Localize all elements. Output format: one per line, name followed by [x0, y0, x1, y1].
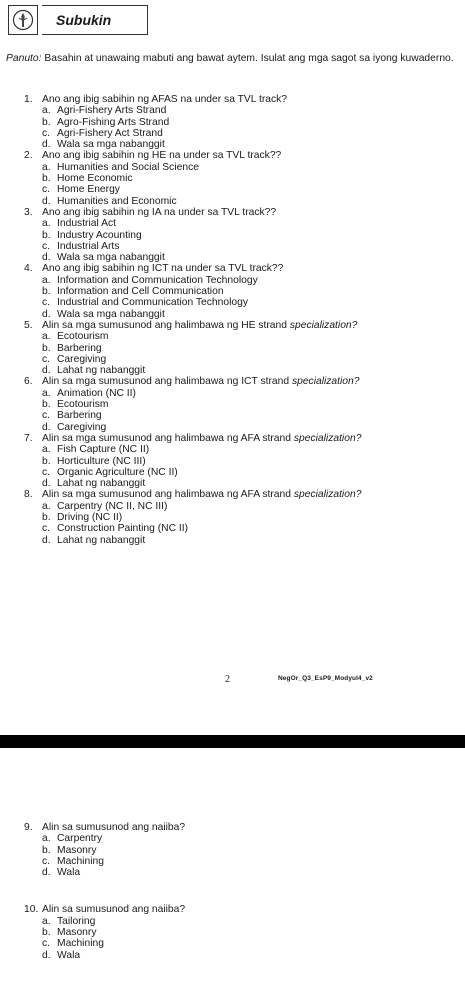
option-letter: d. [42, 867, 51, 879]
option-letter: d. [42, 139, 51, 151]
question-list-page-2 [24, 822, 185, 961]
question-number: 3. [24, 206, 33, 218]
option-letter: c. [42, 240, 51, 252]
option-text: Carpentry (NC II, NC III) [57, 500, 168, 512]
option-letter: d. [42, 421, 51, 433]
option-text: Lahat ng nabanggit [57, 478, 146, 490]
question-tail: ? [353, 376, 360, 388]
question-text [24, 433, 361, 444]
option-letter: a. [42, 387, 51, 399]
option-text: Machining [57, 855, 104, 867]
option-letter: d. [42, 478, 51, 490]
answer-option [24, 512, 361, 523]
option-letter: d. [42, 308, 51, 320]
question-item [24, 94, 361, 150]
instructions-label: Panuto: [6, 53, 42, 64]
option-letter: d. [42, 949, 51, 961]
answer-option [24, 467, 361, 478]
option-letter: a. [42, 274, 51, 286]
option-letter: a. [42, 444, 51, 456]
option-letter: c. [42, 855, 51, 867]
option-text: Wala sa mga nabanggit [57, 139, 165, 151]
option-text: Wala sa mga nabanggit [57, 308, 165, 320]
question-text [24, 94, 361, 105]
answer-option [24, 916, 185, 927]
question-text [24, 376, 361, 387]
option-text: Driving (NC II) [57, 511, 123, 523]
answer-option [24, 162, 361, 173]
option-text: Industrial and Communication Technology [57, 297, 248, 309]
question-tail: ? [351, 319, 358, 331]
answer-option [24, 241, 361, 252]
option-letter: b. [42, 173, 51, 185]
option-letter: a. [42, 105, 51, 117]
question-number: 5. [24, 319, 33, 331]
answer-option [24, 535, 361, 546]
option-letter: c. [42, 523, 51, 535]
question-item [24, 489, 361, 545]
option-text: Home Energy [57, 184, 120, 196]
answer-option [24, 422, 361, 433]
answer-option [24, 117, 361, 128]
section-title: Subukin [42, 5, 148, 35]
medallion-icon [8, 5, 38, 35]
option-letter: a. [42, 218, 51, 230]
instructions-text: Basahin at unawaing mabuti ang bawat aytem. Isulat ang mga sagot sa iyong kuwaderno. [41, 53, 454, 64]
answer-option [24, 478, 361, 489]
option-letter: a. [42, 161, 51, 173]
question-tail: ? [355, 489, 362, 501]
option-letter: d. [42, 195, 51, 207]
option-text: Wala [57, 867, 81, 879]
option-letter: d. [42, 534, 51, 546]
option-letter: b. [42, 511, 51, 523]
question-body: Ano ang ibig sabihin ng ICT na under sa TVL track?? [42, 263, 284, 275]
option-letter: b. [42, 229, 51, 241]
option-letter: c. [42, 938, 51, 950]
option-text: Industry Acounting [57, 229, 142, 241]
option-text: Industrial Act [57, 218, 116, 230]
answer-option [24, 456, 361, 467]
option-text: Barbering [57, 342, 102, 354]
option-text: Machining [57, 938, 104, 950]
question-item [24, 433, 361, 489]
option-letter: c. [42, 410, 51, 422]
answer-option [24, 139, 361, 150]
option-text: Lahat ng nabanggit [57, 534, 146, 546]
question-body: Ano ang ibig sabihin ng AFAS na under sa TVL track? [42, 94, 287, 105]
question-item [24, 150, 361, 206]
question-text [24, 822, 185, 833]
answer-option [24, 444, 361, 455]
answer-option [24, 105, 361, 116]
answer-option [24, 845, 185, 856]
option-letter: c. [42, 466, 51, 478]
question-list-page-1 [24, 94, 361, 546]
module-code: NegOr_Q3_EsP9_Modyul4_v2 [278, 675, 373, 682]
question-text [24, 489, 361, 500]
answer-option [24, 833, 185, 844]
answer-option [24, 856, 185, 867]
option-text: Animation (NC II) [57, 387, 136, 399]
option-text: Wala sa mga nabanggit [57, 252, 165, 264]
option-letter: c. [42, 353, 51, 365]
question-item [24, 207, 361, 263]
question-text [24, 320, 361, 331]
page-separator [0, 735, 465, 748]
option-letter: c. [42, 127, 51, 139]
option-letter: b. [42, 286, 51, 298]
answer-option [24, 343, 361, 354]
page-number: 2 [225, 674, 230, 685]
question-number: 10. [24, 904, 39, 916]
option-letter: d. [42, 252, 51, 264]
option-letter: a. [42, 500, 51, 512]
question-body: Alin sa sumusunod ang naiiba? [42, 822, 186, 833]
answer-option [24, 354, 361, 365]
instructions [6, 52, 458, 65]
option-letter: b. [42, 116, 51, 128]
option-text: Horticulture (NC III) [57, 455, 146, 467]
answer-option [24, 275, 361, 286]
answer-option [24, 297, 361, 308]
answer-option [24, 218, 361, 229]
answer-option [24, 410, 361, 421]
question-number: 1. [24, 94, 33, 105]
option-text: Organic Agriculture (NC II) [57, 466, 178, 478]
option-text: Information and Cell Communication [57, 286, 224, 298]
page-header [8, 5, 148, 35]
option-text: Carpentry [57, 833, 103, 845]
answer-option [24, 388, 361, 399]
option-letter: d. [42, 365, 51, 377]
answer-option [24, 128, 361, 139]
answer-option [24, 399, 361, 410]
option-letter: a. [42, 331, 51, 343]
option-letter: b. [42, 399, 51, 411]
question-emphasis: specialization [291, 376, 354, 388]
question-number: 2. [24, 150, 33, 162]
question-number: 7. [24, 432, 33, 444]
question-item [24, 263, 361, 319]
answer-option [24, 938, 185, 949]
option-text: Humanities and Economic [57, 195, 177, 207]
question-body: Alin sa mga sumusunod ang halimbawa ng AFA strand [42, 432, 294, 444]
answer-option [24, 523, 361, 534]
question-tail: ? [355, 432, 362, 444]
option-text: Caregiving [57, 421, 107, 433]
answer-option [24, 331, 361, 342]
option-text: Masonry [57, 844, 97, 856]
question-body: Ano ang ibig sabihin ng IA na under sa TVL track?? [42, 206, 277, 218]
question-number: 9. [24, 822, 33, 833]
question-body: Alin sa mga sumusunod ang halimbawa ng ICT strand [42, 376, 292, 388]
question-number: 6. [24, 376, 33, 388]
option-letter: c. [42, 184, 51, 196]
answer-option [24, 230, 361, 241]
question-emphasis: specialization [293, 489, 356, 501]
option-text: Agri-Fishery Arts Strand [57, 105, 167, 117]
option-text: Ecotourism [57, 399, 109, 411]
question-text [24, 263, 361, 274]
answer-option [24, 309, 361, 320]
option-letter: b. [42, 342, 51, 354]
answer-option [24, 184, 361, 195]
question-body: Alin sa mga sumusunod ang halimbawa ng HE strand [42, 319, 290, 331]
option-text: Caregiving [57, 353, 107, 365]
option-text: Wala [57, 949, 81, 961]
option-letter: b. [42, 844, 51, 856]
question-item [24, 320, 361, 376]
option-letter: a. [42, 915, 51, 927]
question-body: Alin sa mga sumusunod ang halimbawa ng AFA strand [42, 489, 294, 501]
question-body: Ano ang ibig sabihin ng HE na under sa TVL track?? [42, 150, 282, 162]
answer-option [24, 196, 361, 207]
question-body: Alin sa sumusunod ang naiiba? [42, 904, 186, 916]
question-text [24, 904, 185, 915]
answer-option [24, 950, 185, 961]
option-letter: b. [42, 927, 51, 939]
option-text: Agri-Fishery Act Strand [57, 127, 163, 139]
answer-option [24, 173, 361, 184]
option-letter: a. [42, 833, 51, 845]
question-item [24, 822, 185, 878]
answer-option [24, 252, 361, 263]
option-letter: c. [42, 297, 51, 309]
option-text: Home Economic [57, 173, 133, 185]
option-text: Humanities and Social Science [57, 161, 199, 173]
option-text: Information and Communication Technology [57, 274, 258, 286]
answer-option [24, 286, 361, 297]
option-text: Ecotourism [57, 331, 109, 343]
question-item [24, 376, 361, 432]
question-emphasis: specialization [293, 432, 356, 444]
answer-option [24, 927, 185, 938]
answer-option [24, 365, 361, 376]
option-text: Lahat ng nabanggit [57, 365, 146, 377]
question-item [24, 904, 185, 960]
option-text: Industrial Arts [57, 240, 120, 252]
option-text: Masonry [57, 927, 97, 939]
question-number: 4. [24, 263, 33, 275]
question-emphasis: specialization [289, 319, 352, 331]
option-text: Fish Capture (NC II) [57, 444, 150, 456]
answer-option [24, 501, 361, 512]
question-text [24, 150, 361, 161]
option-text: Construction Painting (NC II) [57, 523, 189, 535]
option-text: Agro-Fishing Arts Strand [57, 116, 170, 128]
option-text: Tailoring [57, 915, 96, 927]
question-number: 8. [24, 489, 33, 501]
option-text: Barbering [57, 410, 102, 422]
option-letter: b. [42, 455, 51, 467]
question-text [24, 207, 361, 218]
answer-option [24, 867, 185, 878]
